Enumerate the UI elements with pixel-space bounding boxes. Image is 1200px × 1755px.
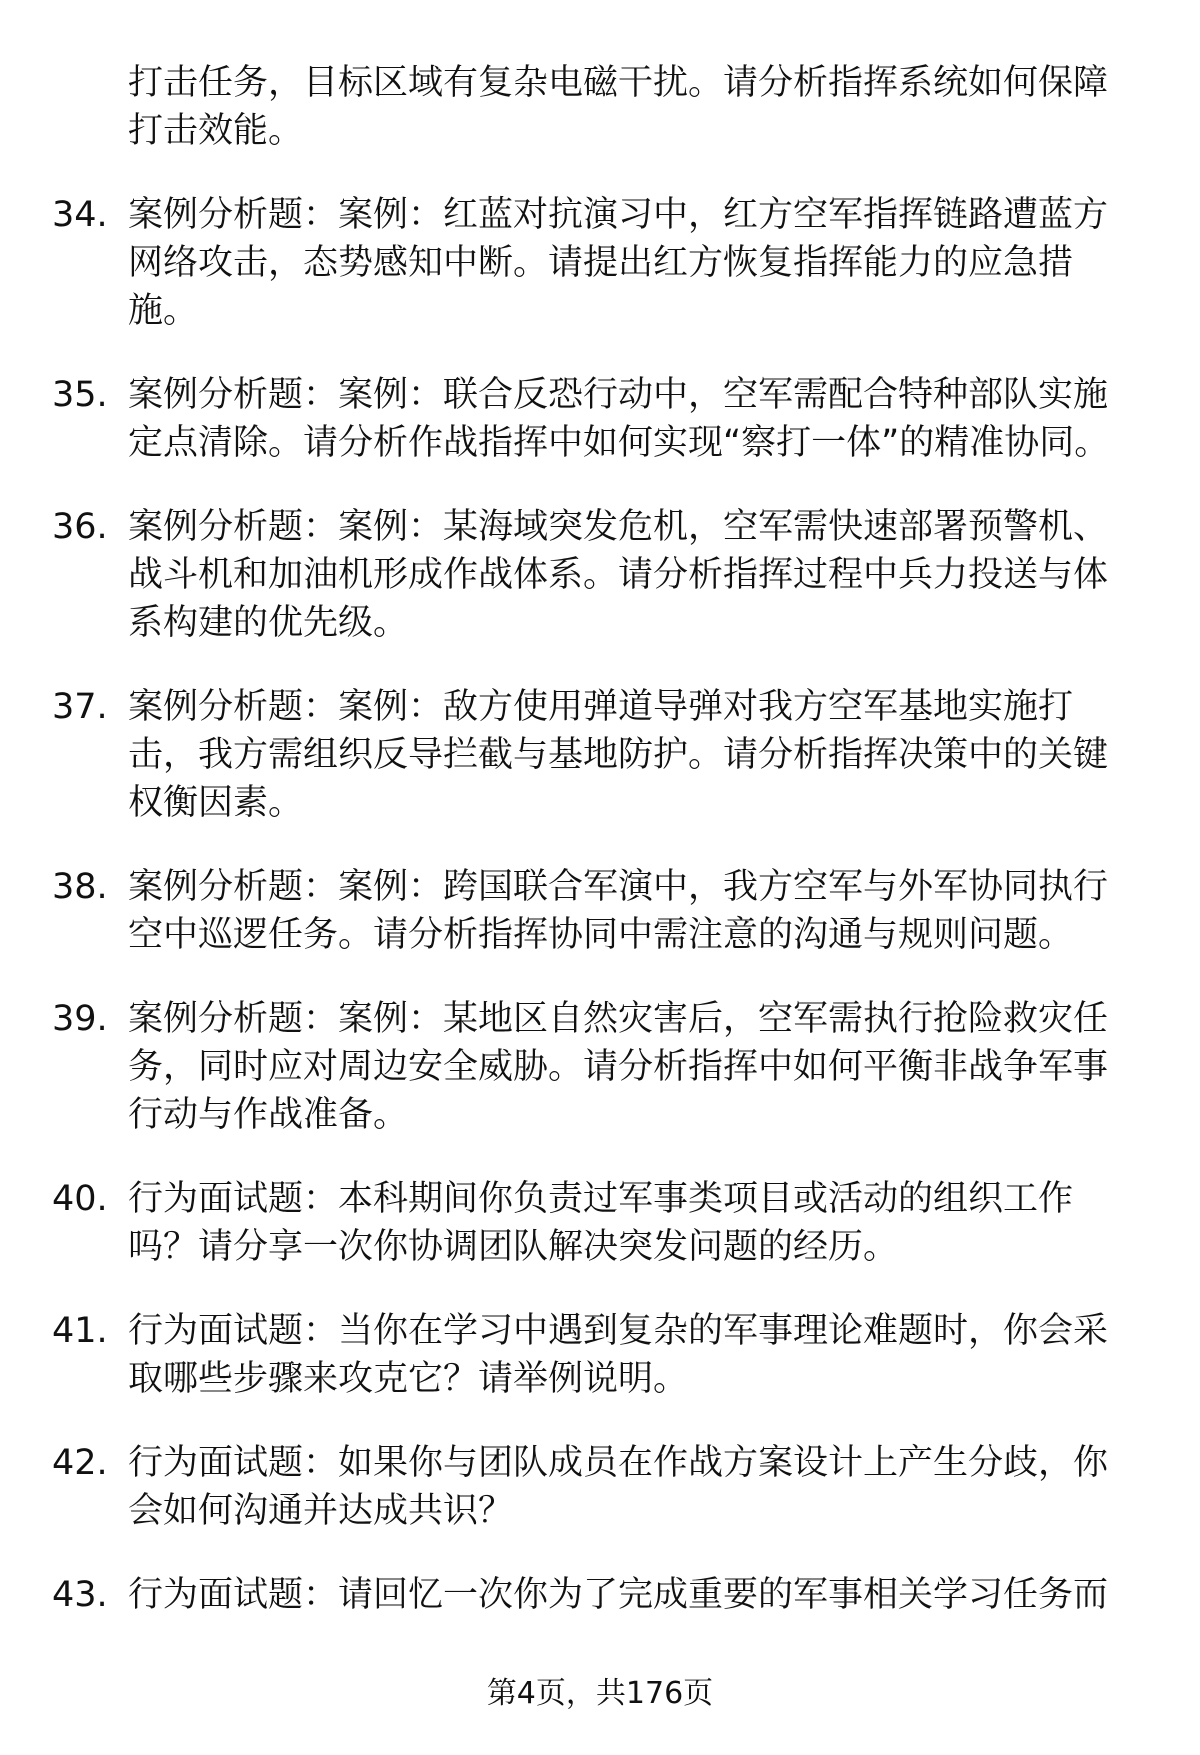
question-text: 行为面试题：如果你与团队成员在作战方案设计上产生分歧，你会如何沟通并达成共识？ [128,1443,1109,1531]
question-text: 案例分析题：案例：某海域突发危机，空军需快速部署预警机、战斗机和加油机形成作战体系。请分析指挥过程中兵力投送与体系构建的优先级。 [128,507,1109,643]
question-item [0,1571,1200,1619]
question-item [0,503,1200,647]
question-text: 案例分析题：案例：敌方使用弹道导弹对我方空军基地实施打击，我方需组织反导拦截与基地防护。请分析指挥决策中的关键权衡因素。 [128,687,1109,823]
question-item [0,1175,1200,1271]
question-item [0,191,1200,335]
question-text: 案例分析题：案例：跨国联合军演中，我方空军与外军协同执行空中巡逻任务。请分析指挥协同中需注意的沟通与规则问题。 [128,867,1109,955]
question-number: 35. [52,375,108,415]
question-number: 43. [52,1575,108,1615]
question-item [0,683,1200,827]
question-item [0,1439,1200,1535]
question-text: 案例分析题：案例：红蓝对抗演习中，红方空军指挥链路遭蓝方网络攻击，态势感知中断。请提出红方恢复指挥能力的应急措施。 [128,195,1109,331]
question-item [0,1307,1200,1403]
question-number: 34. [52,195,108,235]
question-list [0,59,1200,1655]
question-item [0,371,1200,467]
question-text: 行为面试题：本科期间你负责过军事类项目或活动的组织工作吗？请分享一次你协调团队解决突发问题的经历。 [128,1179,1074,1267]
question-number: 42. [52,1443,108,1483]
question-number: 41. [52,1311,108,1351]
question-text: 行为面试题：请回忆一次你为了完成重要的军事相关学习任务而 [128,1575,1109,1615]
question-continuation [0,59,1200,155]
page-footer: 第4页，共176页 [486,1676,714,1711]
question-text: 打击任务，目标区域有复杂电磁干扰。请分析指挥系统如何保障打击效能。 [128,63,1109,151]
question-number: 40. [52,1179,108,1219]
question-text: 案例分析题：案例：联合反恐行动中，空军需配合特种部队实施定点清除。请分析作战指挥中如何实现“察打一体”的精准协同。 [128,375,1110,463]
question-number: 36. [52,507,108,547]
question-text: 行为面试题：当你在学习中遇到复杂的军事理论难题时，你会采取哪些步骤来攻克它？请举例说明。 [128,1311,1109,1399]
question-text: 案例分析题：案例：某地区自然灾害后，空军需执行抢险救灾任务，同时应对周边安全威胁。请分析指挥中如何平衡非战争军事行动与作战准备。 [128,999,1109,1135]
question-number: 39. [52,999,108,1039]
question-number: 37. [52,687,108,727]
question-item [0,995,1200,1139]
question-item [0,863,1200,959]
question-number: 38. [52,867,108,907]
